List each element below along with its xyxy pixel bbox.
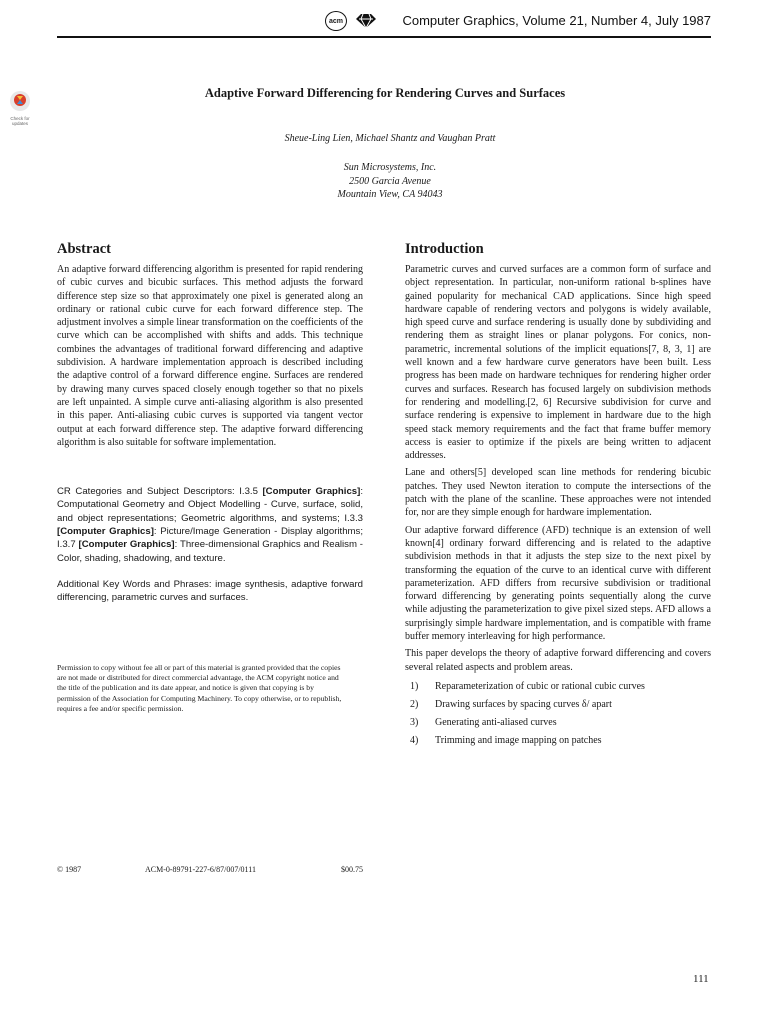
journal-citation: Computer Graphics, Volume 21, Number 4, July 1987	[402, 13, 711, 28]
list-item	[405, 732, 711, 750]
badge-line-2: updates	[11, 120, 28, 126]
list-item	[405, 696, 711, 714]
cr-category: [Computer Graphics]	[57, 526, 154, 538]
publisher-logos	[325, 11, 377, 31]
price: $00.75	[341, 865, 363, 874]
list-item	[405, 714, 711, 732]
intro-paragraph: Lane and others[5] developed scan line methods for rendering bicubic patches. They used Newton iteration to compute the intersections of the patch with the plane of the scanline. These approaches were not intended for, nor are they simple enough for hardware implementation.	[405, 467, 711, 519]
paper-title: Adaptive Forward Differencing for Rendering Curves and Surfaces	[204, 86, 566, 100]
abstract-heading: Abstract	[57, 241, 111, 257]
cr-category: [Computer Graphics]	[262, 486, 361, 498]
crossmark-icon	[9, 90, 31, 112]
page-number: 111	[693, 973, 709, 985]
cr-text: : Picture/Image Generation - Display algorithms; I.3.7	[57, 526, 363, 551]
paper-authors: Sheue-Ling Lien, Michael Shantz and Vaughan Pratt	[284, 133, 496, 144]
cr-text: CR Categories and Subject Descriptors: I.3.5	[57, 486, 263, 498]
cr-categories	[57, 485, 363, 565]
list-item-number: 3)	[410, 716, 419, 728]
intro-paragraph: Our adaptive forward difference (AFD) technique is an extension of well known[4] ordinary forward differencing and is related to the adaptive subdivision methods in that it adjusts the step size to the next pixel by transforming the equation of the curve to an identical curve with different parameterization. AFD differs from recursive subdivision or traditional forward differencing by generating points sequentially along the curve while adjusting the parameterization to give pixel sized steps. AFD allows a surprisingly simple hardware implementation, and is compatible with frame buffer memory interleaving for high performance.	[405, 524, 711, 643]
copyright-year: © 1987	[57, 865, 82, 874]
badge-line-1: Check for	[10, 116, 30, 121]
running-header	[57, 10, 711, 38]
list-item-text: Reparameterization of cubic or rational cubic curves	[435, 680, 645, 692]
intro-paragraph: This paper develops the theory of adaptive forward differencing and covers several related aspects and problem areas.	[405, 648, 711, 673]
left-column	[57, 240, 363, 715]
list-item-text: Generating anti-aliased curves	[435, 716, 557, 728]
list-item	[405, 678, 711, 696]
list-item-text: Trimming and image mapping on patches	[435, 734, 602, 746]
author-affiliation	[120, 161, 660, 202]
list-item-text: Drawing surfaces by spacing curves δ/ apart	[435, 698, 612, 710]
affiliation-line: Mountain View, CA 94043	[337, 189, 443, 200]
intro-paragraph: Parametric curves and curved surfaces are a common form of surface and object representation. In particular, non-uniform rational b-splines have gained popularity for mechanical CAD applications. Since high speed hardware capable of rendering vectors and polygons is widely available, high speed curve and surface rendering is usually done by subdividing and rendering them as straight lines or planar polygons. For conics, non-parametric, incremental solutions of the implicit equations[7, 8, 3, 1] are well known and a few hardware curve generators have been built. Less progress has been made on hardware techniques for rendering higher order curves and surfaces. Research has focused largely on subdivision methods for rendering and modelling.[2, 6] Recursive subdivision for curve and surface rendering is expensive to implement in hardware due to the high speed stack memory requirements and the fact that frame buffer memory access is easier to optimize if the pixels are being written to adjacent addresses.	[405, 264, 711, 462]
check-for-updates-badge[interactable]	[4, 90, 36, 127]
siggraph-logo-icon	[355, 13, 377, 29]
cr-text: : Three-dimensional Graphics and Realism - Color, shading, shadowing, and texture.	[57, 539, 364, 564]
right-column	[405, 240, 711, 750]
acm-logo-icon: acm	[325, 11, 347, 31]
abstract-text: An adaptive forward differencing algorithm is presented for rapid rendering of cubic curves and bicubic surfaces. This method adjusts the forward difference step size so that approximately one pixel is generated along an ordinary or rational cubic curve for each forward difference step. The adjustment involves a simple linear transformation on the coefficients of the curve which can be accomplished with shifts and adds. This technique combines the advantages of traditional forward differencing and adaptive subdivision. A hardware implementation approach is described including the adaptive control of a forward difference engine. Surfaces are rendered by drawing many curves spaced closely enough together so that no pixels are left unpainted. A simple curve anti-aliasing algorithm is also presented in this paper. Anti-aliasing cubic curves is supported via tangent vector output at each forward difference step. The adaptive forward differencing algorithm is also suitable for software implementation.	[57, 264, 363, 448]
list-item-number: 1)	[410, 680, 419, 692]
additional-keywords: Additional Key Words and Phrases: image synthesis, adaptive forward differencing, parametric curves and surfaces.	[57, 578, 363, 604]
affiliation-line: Sun Microsystems, Inc.	[343, 162, 437, 173]
cr-category: [Computer Graphics]	[78, 539, 175, 551]
topics-list	[405, 678, 711, 750]
cr-text: : Computational Geometry and Object Modelling - Curve, surface, solid, and object representations; Geometric algorithms, and systems; I.3.3	[57, 486, 363, 524]
acm-isbn: ACM-0-89791-227-6/87/007/0111	[145, 865, 256, 874]
list-item-number: 2)	[410, 698, 419, 710]
list-item-number: 4)	[410, 734, 419, 746]
copyright-permission: Permission to copy without fee all or part of this material is granted provided that the copies are not made or distributed for direct commercial advantage, the ACM copyright notice and the title of the publication and its date appear, and notice is given that copying is by permission of the Association for Computing Machinery. To copy otherwise, or to republish, requires a fee and/or specific permission.	[57, 662, 342, 714]
introduction-heading: Introduction	[405, 241, 484, 257]
affiliation-line: 2500 Garcia Avenue	[349, 175, 431, 187]
